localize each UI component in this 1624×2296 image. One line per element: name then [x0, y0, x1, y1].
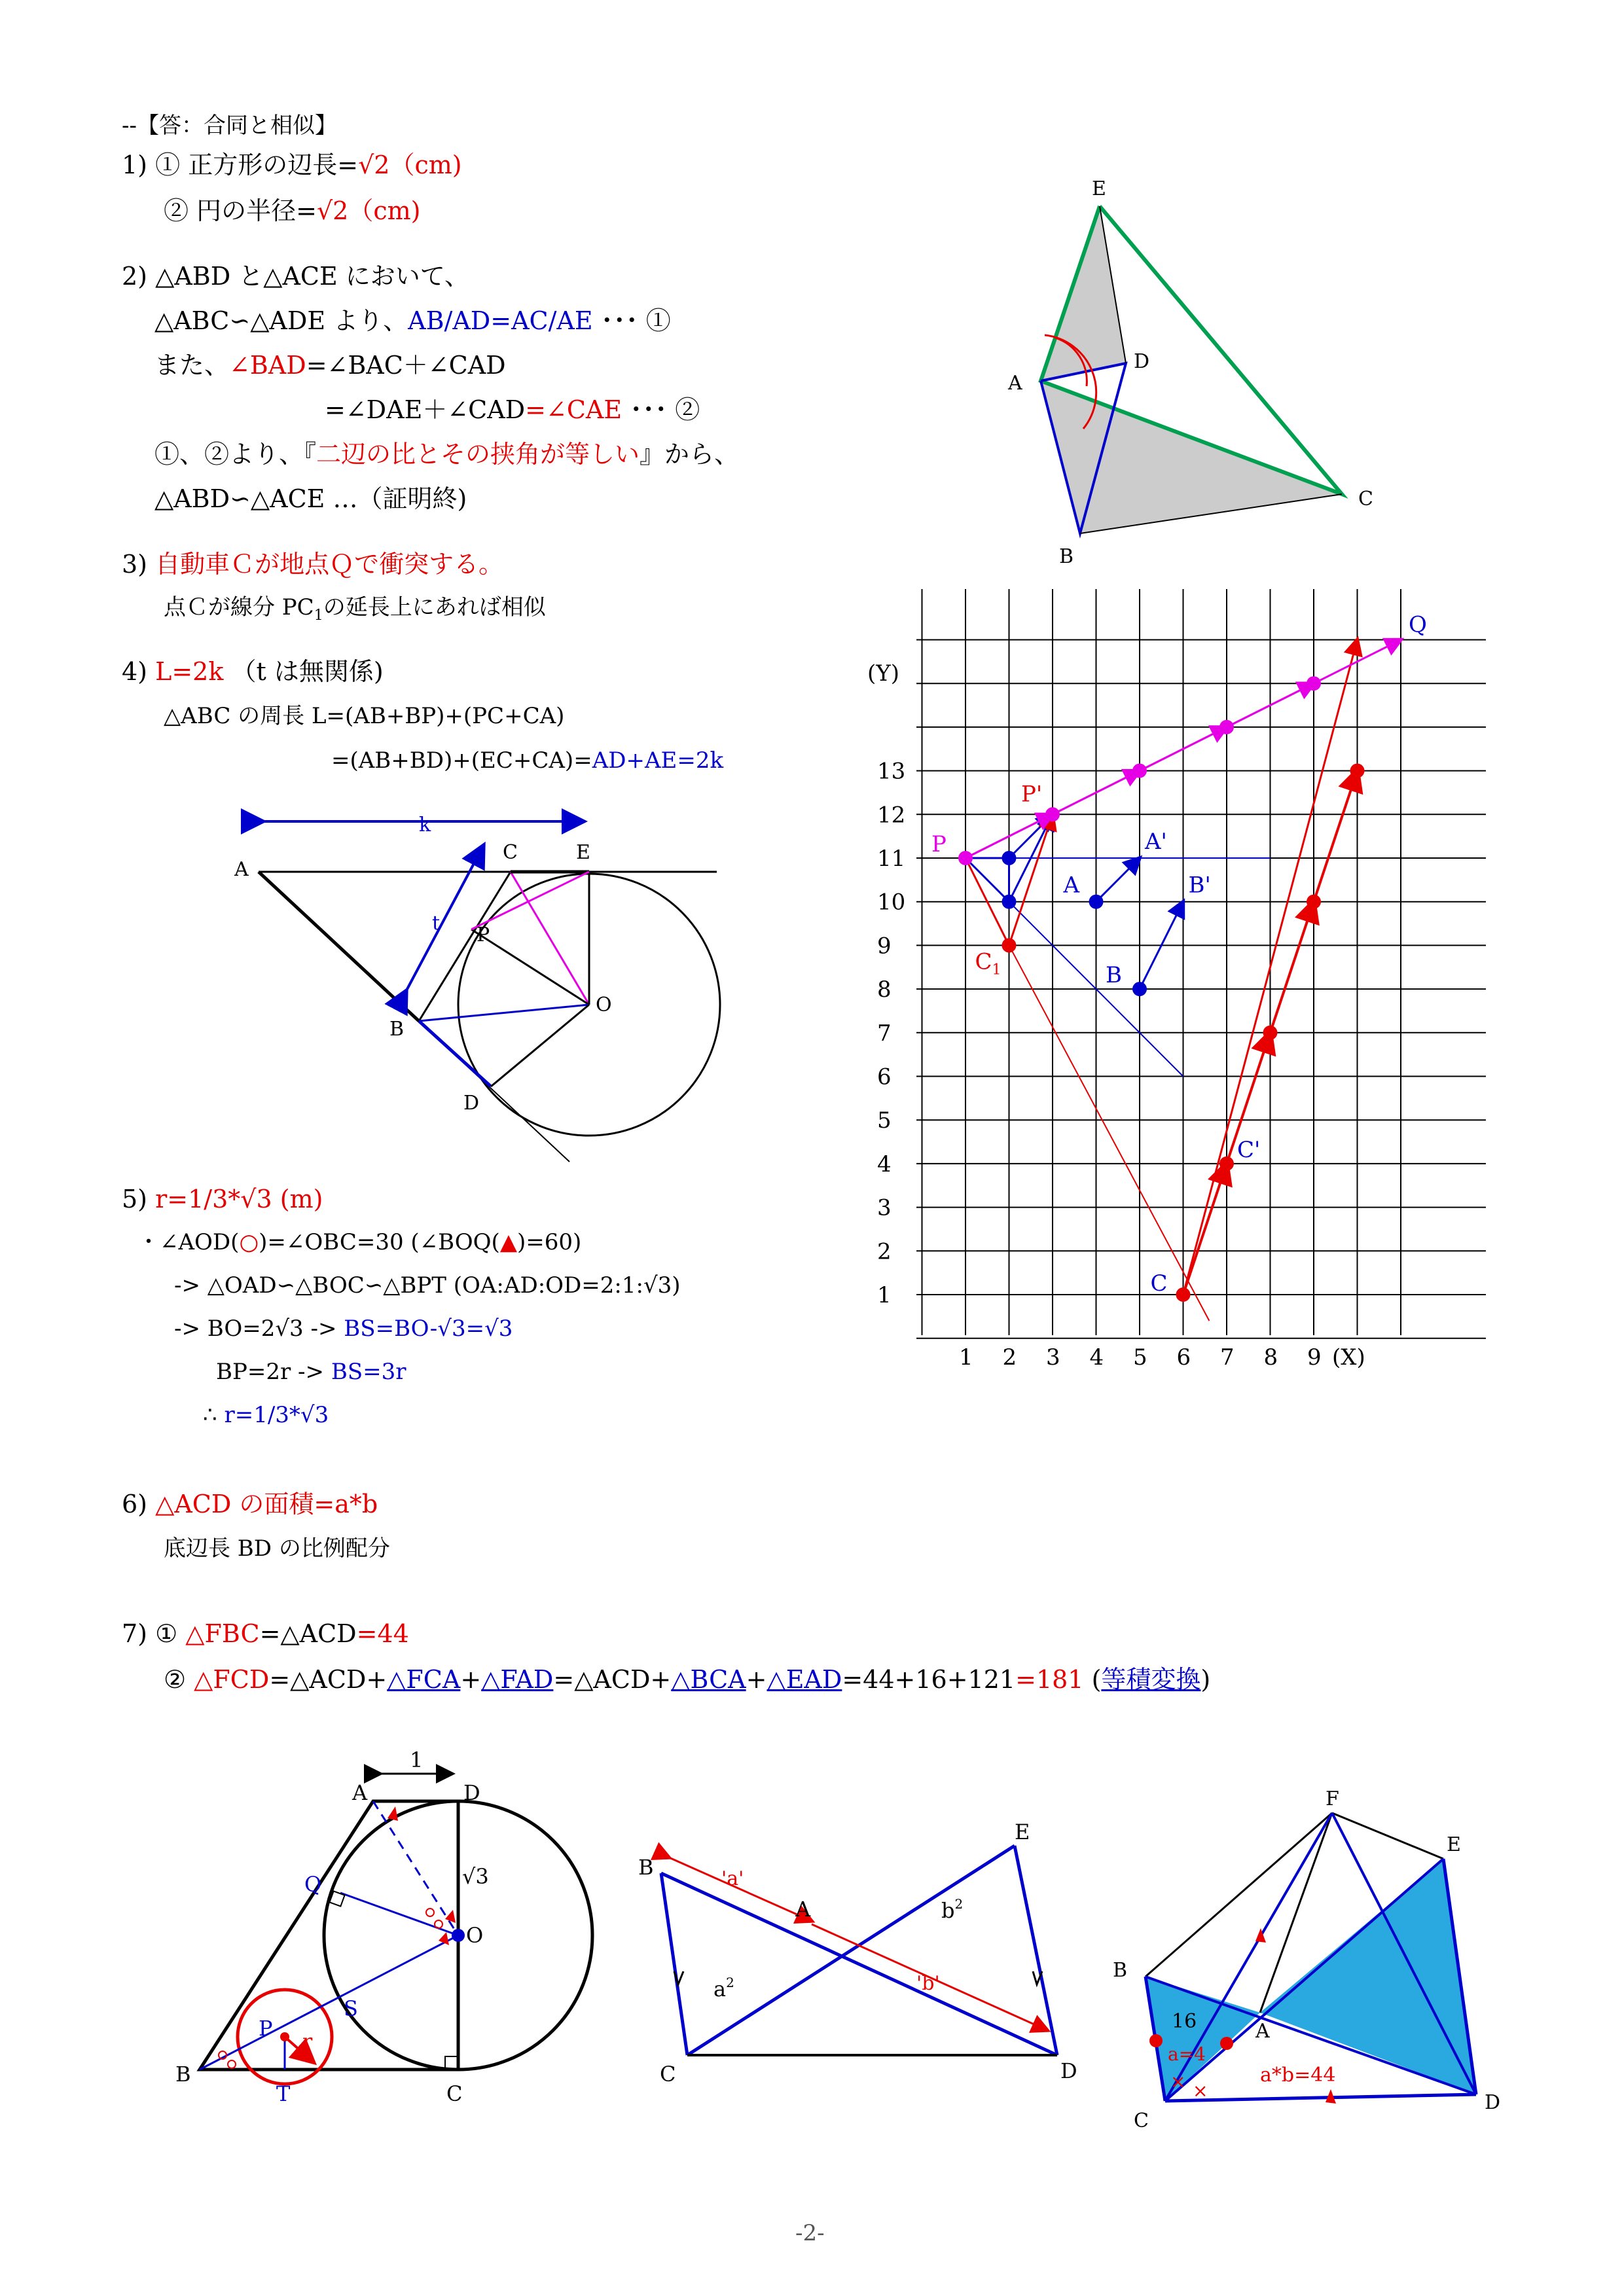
y-tick-label: 10 [877, 889, 906, 916]
q1-mark2: ② [164, 196, 189, 225]
q1-answer1: √2（cm) [358, 151, 462, 179]
q4-note: （t は無関係) [231, 657, 384, 686]
point-o [452, 1929, 465, 1942]
y-axis-label: (Y) [867, 660, 899, 687]
figure-q6 [635, 1820, 1106, 2108]
label-c1-sub: 1 [992, 961, 1001, 978]
q5-line0 [122, 1185, 323, 1213]
x-mark-2: × [1193, 2080, 1208, 2102]
q4-line1 [122, 657, 384, 686]
label-b: B [638, 1855, 654, 1880]
y-tick-label: 8 [877, 977, 892, 1003]
circle-mark-2 [1220, 2037, 1233, 2050]
label-c1 [975, 948, 1001, 978]
q5-t3b: BS=BO-√3=√3 [344, 1316, 513, 1342]
q4-line3 [331, 746, 723, 775]
shaded-ead [1260, 1859, 1476, 2094]
q2-line5 [154, 440, 739, 469]
label-a: A [795, 1897, 811, 1922]
figure-q7 [1106, 1774, 1538, 2140]
page-number: -2- [795, 2220, 825, 2246]
y-tick-label: 7 [877, 1020, 892, 1047]
label-a: A [1063, 872, 1080, 899]
arrow-a-to-a-prime [1096, 858, 1140, 902]
q7-method: 等積変換 [1101, 1665, 1201, 1694]
segment-cd [1165, 2094, 1476, 2101]
red-step-arrow [1314, 771, 1358, 902]
label-a-quote: 'a' [721, 1867, 744, 1890]
b2-exp: 2 [954, 1896, 964, 1912]
x-tick-label: 6 [1176, 1344, 1191, 1371]
segment-ed [1015, 1846, 1057, 2055]
label-one: 1 [410, 1748, 424, 1772]
segment-fe [1332, 1813, 1443, 1859]
b2-base: b [941, 1898, 955, 1923]
radius-od [491, 1005, 589, 1086]
q5-circle-mark: ○ [239, 1229, 259, 1255]
point-magenta [1219, 720, 1234, 734]
q7-fca: △FCA [387, 1665, 461, 1694]
label-a: A [1008, 372, 1022, 395]
q5-t5b: r=1/3*√3 [224, 1402, 329, 1428]
q5-t4b: BS=3r [331, 1359, 406, 1385]
label-c: C [1134, 2109, 1149, 2132]
label-c1-main: C [975, 948, 992, 975]
label-d: D [463, 1092, 480, 1115]
q7-t-f: =△ACD+ [553, 1665, 672, 1694]
label-a: A [234, 858, 249, 881]
figure-q3-grid [851, 576, 1506, 1388]
x-mark-1: × [1170, 2071, 1186, 2092]
q2-line1 [122, 262, 469, 291]
circle-mark-1 [1149, 2034, 1163, 2047]
label-e: E [1092, 177, 1106, 200]
segment-ao-dashed [373, 1801, 458, 1935]
q4-answer: L=2k [155, 657, 224, 686]
label-p-prime: P' [1021, 781, 1043, 808]
a2-base: a [713, 1977, 727, 2001]
q6-number: 6) [122, 1490, 148, 1518]
point-magenta [1307, 676, 1321, 691]
q7-fbc: △FBC [185, 1619, 260, 1648]
label-t: t [432, 912, 441, 935]
point-magenta [1132, 764, 1147, 778]
y-tick-label: 9 [877, 933, 892, 960]
q2-angle-bad: ∠BAD [229, 351, 306, 380]
x-tick-label: 4 [1089, 1344, 1104, 1371]
label-d: D [1060, 2058, 1077, 2083]
label-f: F [1326, 1787, 1339, 1810]
q2-eq2: ･･･ ② [630, 395, 700, 424]
q7-bca: △BCA [671, 1665, 746, 1694]
q7-sum: =44+16+121 [842, 1665, 1016, 1694]
q2-text5c: 』から、 [640, 440, 740, 469]
label-a: A [352, 1780, 368, 1805]
point-red [1263, 1026, 1278, 1040]
dimension-t [406, 846, 483, 992]
q5-t1e: )=60) [516, 1229, 582, 1255]
label-c: C [446, 2081, 463, 2106]
y-tick-label: 11 [877, 846, 906, 872]
q5-triangle-mark: ▲ [499, 1229, 517, 1255]
y-tick-label: 1 [877, 1282, 892, 1308]
y-tick-label: 13 [877, 758, 906, 785]
label-c: C [660, 2062, 676, 2087]
q7-t-h: + [746, 1665, 767, 1694]
q1-line1 [122, 151, 462, 179]
label-b: B [1113, 1959, 1128, 1982]
label-b: B [1059, 545, 1074, 568]
q2-line6: △ABD∽△ACE …（証明終) [154, 484, 467, 513]
q2-text5a: ①、②より、『 [154, 440, 317, 469]
q4-text3a: =(AB+BD)+(EC+CA)= [331, 747, 592, 774]
q2-eq1: ･･･ ① [600, 306, 671, 335]
page-header: --【答：合同と相似】 [122, 113, 337, 139]
label-p: P [259, 2016, 273, 2041]
label-q: Q [1409, 611, 1427, 638]
point-magenta [1045, 807, 1060, 821]
label-c: C [1358, 488, 1373, 511]
q3-line1 [122, 550, 503, 579]
grid-shapes [958, 640, 1401, 1321]
y-tick-label: 5 [877, 1107, 892, 1134]
q2-text4a: =∠DAE＋∠CAD [325, 395, 526, 424]
q4-result: AD+AE=2k [592, 747, 724, 774]
label-a-prime: A' [1145, 829, 1167, 855]
blue-seg-2 [965, 858, 1009, 902]
q4-number: 4) [122, 657, 148, 686]
label-e: E [1015, 1820, 1030, 1844]
q5-line3 [174, 1314, 513, 1343]
label-q: Q [304, 1872, 322, 1897]
y-tick-label: 2 [877, 1238, 892, 1265]
segment-ab [259, 872, 419, 1021]
q5-t3a: -> BO=2√3 -> [174, 1316, 337, 1342]
circle-mark-2 [435, 1920, 442, 1928]
point-red [1219, 1157, 1234, 1171]
figure-q4 [229, 798, 740, 1178]
q2-reason: 二辺の比とその挟角が等しい [316, 440, 640, 469]
q2-line4 [325, 395, 700, 424]
segment-bf [1146, 1813, 1332, 1977]
label-p: P [477, 924, 490, 946]
q1-line2 [164, 196, 421, 225]
q2-line2 [154, 306, 671, 335]
q7-t-d: + [460, 1665, 482, 1694]
red-step-arrow [1183, 1164, 1227, 1295]
q2-ratio: AB/AD=AC/AE [408, 306, 593, 335]
label-sqrt3: √3 [462, 1864, 489, 1889]
point-b [1132, 982, 1147, 996]
label-d: D [463, 1780, 480, 1805]
q3-number: 3) [122, 550, 148, 579]
q3-answer: 自動車Ｃが地点Ｑで衝突する。 [155, 550, 504, 579]
q1-mark1: ① [155, 151, 181, 179]
q7-val44: =44 [356, 1619, 409, 1648]
q7-number: 7) [122, 1619, 148, 1648]
q2-text3c: =∠BAC＋∠CAD [306, 351, 506, 380]
q5-t5a: ∴ [203, 1402, 217, 1428]
label-b-squared [941, 1896, 963, 1923]
q7-fad: △FAD [481, 1665, 554, 1694]
q6-line1 [122, 1490, 378, 1518]
q2-text1: △ABD と△ACE において、 [155, 262, 470, 291]
q3-note-b: の延長上にあれば相似 [323, 594, 546, 620]
triangle-mark-2 [445, 1910, 456, 1923]
x-tick-label: 9 [1307, 1344, 1322, 1371]
q5-line5 [203, 1401, 329, 1429]
q2-angle-cae: =∠CAE [525, 395, 623, 424]
q7-mark1: ① [155, 1619, 178, 1648]
q7-paren-open: ( [1091, 1665, 1102, 1694]
q2-number: 2) [122, 262, 148, 291]
point-red [1176, 1287, 1191, 1302]
label-p: P [931, 831, 947, 857]
a2-exp: 2 [726, 1975, 734, 1990]
red-step-arrow [1271, 902, 1314, 1033]
label-c-prime: C' [1237, 1136, 1261, 1163]
q2-text3a: また、 [154, 351, 230, 380]
label-r: r [302, 2029, 313, 2054]
label-a-squared [713, 1975, 734, 2001]
point-blue-1 [1002, 851, 1017, 865]
segment-bd [419, 1021, 491, 1086]
q2-text2a: △ABC∽△ADE より、 [154, 306, 408, 335]
label-16: 16 [1172, 2010, 1197, 2033]
x-tick-label: 2 [1002, 1344, 1017, 1371]
q1-label2: 円の半径= [196, 196, 317, 225]
q2-line3 [154, 351, 506, 380]
label-e: E [576, 841, 590, 864]
q7-result: =181 [1015, 1665, 1084, 1694]
label-c: C [503, 841, 518, 864]
y-tick-label: 3 [877, 1194, 892, 1221]
segment-pe [471, 872, 589, 929]
x-tick-label: 8 [1263, 1344, 1278, 1371]
q3-note-a: 点Ｃが線分 PC [164, 594, 314, 620]
circle-mark-1 [426, 1909, 434, 1916]
label-s: S [344, 1996, 358, 2021]
label-b: B [175, 2062, 191, 2087]
label-e: E [1447, 1833, 1461, 1856]
point-p [280, 2032, 289, 2041]
label-a: A [1255, 2020, 1270, 2043]
label-a4: a=4 [1168, 2043, 1206, 2065]
point-c1 [1002, 938, 1017, 952]
q5-line2: -> △OAD∽△BOC∽△BPT (OA:AD:OD=2:1:√3) [174, 1272, 681, 1299]
figure-q2 [982, 170, 1401, 576]
label-b-quote: 'b' [916, 1972, 940, 1995]
label-b: B [389, 1018, 405, 1041]
q7-line2 [164, 1665, 1210, 1694]
q7-mark2: ② [164, 1665, 187, 1694]
q1-answer2: √2（cm) [316, 196, 421, 225]
q3-note-sub: 1 [314, 607, 323, 624]
segment-bo [419, 1005, 589, 1021]
point-red [1350, 764, 1365, 778]
y-tick-label: 6 [877, 1064, 892, 1090]
label-d: D [1134, 350, 1150, 373]
label-k: k [419, 814, 431, 836]
q5-t4a: BP=2r -> [216, 1359, 325, 1385]
q7-line1 [122, 1619, 409, 1648]
y-tick-label: 4 [877, 1151, 892, 1177]
label-c: C [1150, 1270, 1168, 1297]
q5-number: 5) [122, 1185, 148, 1213]
q5-answer: r=1/3*√3 (m) [155, 1185, 323, 1213]
q7-fcd: △FCD [194, 1665, 270, 1694]
x-tick-label: 7 [1220, 1344, 1235, 1371]
q7-t-b: =△ACD+ [269, 1665, 388, 1694]
q3-line2 [164, 593, 546, 630]
x-axis-label: (X) [1332, 1344, 1365, 1371]
circle-mark-4 [228, 2060, 236, 2068]
q7-ead: △EAD [767, 1665, 842, 1694]
q5-t1c: )=∠OBC=30 (∠BOQ( [259, 1229, 500, 1255]
q1-number: 1) [122, 151, 148, 179]
point-a [1089, 895, 1104, 909]
q5-line4 [216, 1357, 406, 1386]
q6-line2: 底辺長 BD の比例配分 [164, 1535, 390, 1562]
segment-bd [661, 1873, 1057, 2055]
q6-answer: △ACD の面積=a*b [155, 1490, 378, 1518]
label-o: O [466, 1923, 484, 1948]
q1-label1: 正方形の辺長= [188, 151, 359, 179]
point-magenta [958, 851, 973, 865]
segment-bc [661, 1873, 687, 2055]
label-o: O [596, 994, 612, 1016]
q7-paren-close: ) [1200, 1665, 1211, 1694]
q5-line1 [137, 1228, 581, 1257]
x-tick-label: 5 [1133, 1344, 1147, 1371]
label-d: D [1485, 2091, 1501, 2114]
x-tick-label: 1 [959, 1344, 973, 1371]
figure-q5 [164, 1741, 622, 2134]
q4-line2: △ABC の周長 L=(AB+BP)+(PC+CA) [164, 703, 565, 729]
label-b: B [1106, 962, 1122, 989]
point-blue-2 [1002, 895, 1017, 909]
label-t: T [276, 2081, 291, 2106]
q5-t1a: ・∠AOD( [137, 1229, 240, 1255]
y-tick-label: 12 [877, 802, 906, 829]
q7-acd: =△ACD [259, 1619, 357, 1648]
segment-qo [340, 1893, 458, 1935]
label-ab44: a*b=44 [1260, 2064, 1336, 2087]
point-red [1307, 895, 1321, 909]
x-tick-label: 3 [1046, 1344, 1060, 1371]
label-b-prime: B' [1188, 872, 1211, 899]
